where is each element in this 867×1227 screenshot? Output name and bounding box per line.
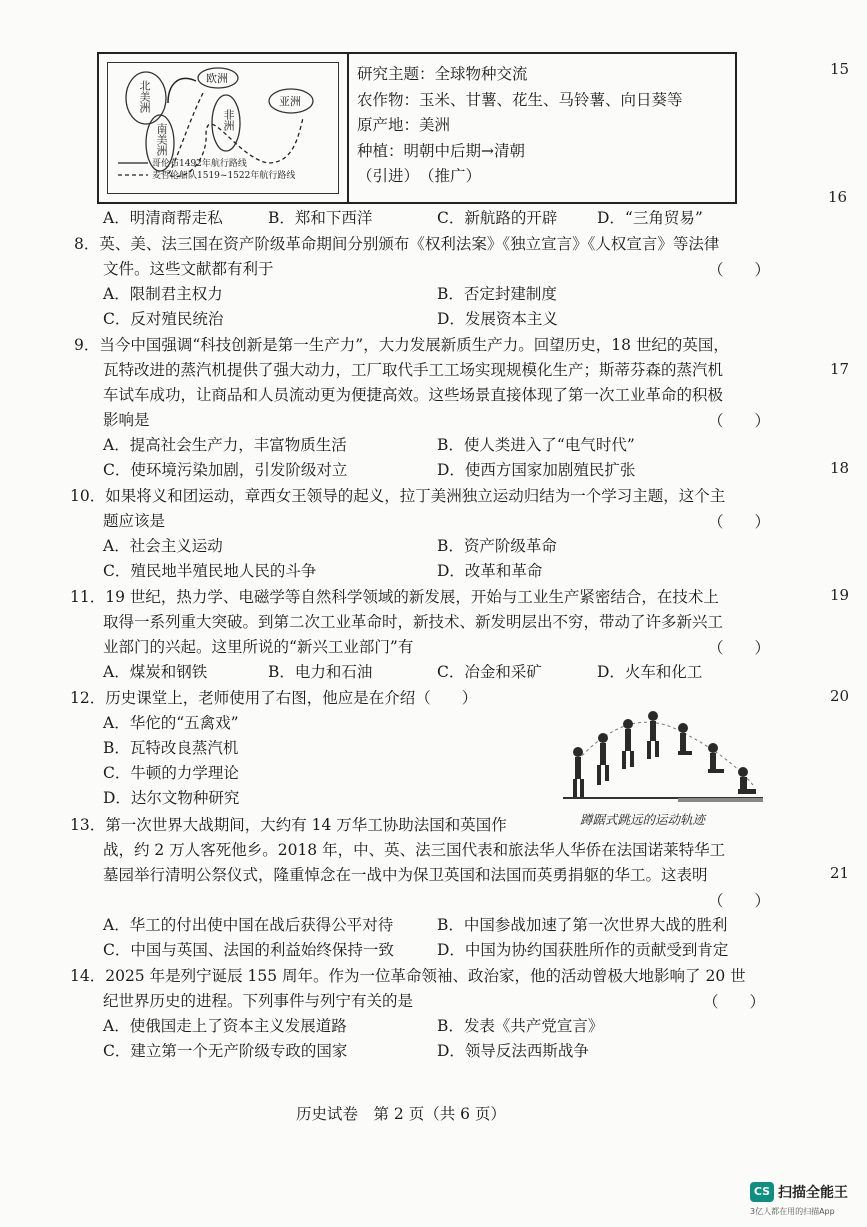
bracket-introduce: （引进） <box>357 167 412 185</box>
q10-option-c: C．殖民地半殖民地人民的斗争 <box>103 562 317 580</box>
q11-stem-line1: 11．19 世纪，热力学、电磁学等自然科学领域的新发展，开始与工业生产紧密结合，在技术上 <box>70 588 719 606</box>
research-origin: 原产地：美洲 <box>357 116 451 134</box>
q7-option-c: C．新航路的开辟 <box>437 209 558 227</box>
q8-answer-paren: （ ） <box>708 261 771 279</box>
q9-stem-line3: 车试车成功，让商品和人员流动更为便捷高效。这些场景直接体现了第一次工业革命的积极 <box>103 386 724 404</box>
logo-tagline: 3亿人都在用的扫描App <box>750 1207 835 1216</box>
q11-answer-paren: （ ） <box>708 639 771 657</box>
q7-option-d: D．“三角贸易” <box>597 209 703 227</box>
q14-option-a: A．使俄国走上了资本主义发展道路 <box>103 1017 347 1035</box>
q11-option-a: A．煤炭和钢铁 <box>103 663 208 681</box>
q7-option-a: A．明清商帮走私 <box>103 209 223 227</box>
q11-option-c: C．冶金和采矿 <box>437 663 542 681</box>
q10-option-a: A．社会主义运动 <box>103 537 223 555</box>
q11-stem-line3: 业部门的兴起。这里所说的“新兴工业部门”有 <box>103 638 414 656</box>
q12-option-c: C．牛顿的力学理论 <box>103 764 239 782</box>
q14-option-b: B．发表《共产党宣言》 <box>437 1017 604 1035</box>
label-europe: 欧洲 <box>206 72 228 85</box>
margin-number-20: 20 <box>830 687 850 705</box>
research-crops: 农作物：玉米、甘薯、花生、马铃薯、向日葵等 <box>357 90 683 109</box>
scanner-app-logo <box>750 1180 860 1220</box>
q9-stem-line4: 影响是 <box>103 411 150 429</box>
q8-stem-line1: 8．英、美、法三国在资产阶级革命期间分别颁布《权利法案》《独立宣言》《人权宣言》等法律 <box>74 235 720 253</box>
q10-stem-line1: 10．如果将义和团运动，章西女王领导的起义，拉丁美洲独立运动归结为一个学习主题，这个主 <box>70 487 726 505</box>
q9-answer-paren: （ ） <box>708 412 771 430</box>
sand-pit <box>678 798 763 802</box>
long-jump-caption: 蹲踞式跳远的运动轨迹 <box>580 812 706 827</box>
q8-option-d: D．发展资本主义 <box>437 310 558 328</box>
q10-stem-line2: 题应该是 <box>103 512 166 530</box>
q13-option-d: D．中国为协约国获胜所作的贡献受到肯定 <box>437 941 729 959</box>
q8-option-a: A．限制君主权力 <box>103 285 223 303</box>
logo-name: 扫描全能王 <box>778 1185 848 1201</box>
q13-stem-line2: 战，约 2 万人客死他乡。2018 年，中、英、法三国代表和旅法华人华侨在法国诺莱特华工 <box>103 841 726 859</box>
cs-logo-icon: CS <box>750 1182 774 1202</box>
research-planting: 种植：明朝中后期→清朝 <box>357 141 525 160</box>
q9-option-c: C．使环境污染加剧，引发阶级对立 <box>103 461 348 479</box>
q13-option-c: C．中国与英国、法国的利益始终保持一致 <box>103 941 394 959</box>
figure-box <box>97 52 737 204</box>
q9-stem-line2: 瓦特改进的蒸汽机提供了强大动力，工厂取代手工工场实现规模化生产；斯蒂芬森的蒸汽机 <box>103 361 724 379</box>
q13-stem-line3: 墓园举行清明公祭仪式，隆重悼念在一战中为保卫英国和法国而英勇捐躯的华工。这表明 <box>103 866 708 884</box>
page-footer: 历史试卷 第 2 页（共 6 页） <box>296 1105 506 1123</box>
margin-number-16: 16 <box>828 188 848 206</box>
q12-option-a: A．华佗的“五禽戏” <box>103 714 239 732</box>
label-north-america: 北美洲 <box>138 80 151 113</box>
q7-option-b: B．郑和下西洋 <box>268 209 373 227</box>
q9-option-d: D．使西方国家加剧殖民扩张 <box>437 461 636 479</box>
long-jump-image <box>558 700 768 805</box>
label-south-america: 南美洲 <box>155 123 168 156</box>
q12-option-d: D．达尔文物种研究 <box>103 789 240 807</box>
label-africa: 非洲 <box>222 109 235 131</box>
legend-magellan: 麦哲伦船队1519~1522年航行路线 <box>152 171 296 181</box>
legend-columbus: 哥伦布1492年航行路线 <box>152 159 247 169</box>
q9-stem-line1: 9．当今中国强调“科技创新是第一生产力”，大力发展新质生产力。回望历史，18 世纪的英国， <box>74 336 729 354</box>
q13-option-a: A．华工的付出使中国在战后获得公平对待 <box>103 916 394 934</box>
bracket-promote: （推广） <box>426 167 482 185</box>
q9-option-b: B．使人类进入了“电气时代” <box>437 436 635 454</box>
q11-stem-line2: 取得一系列重大突破。到第二次工业革命时，新技术、新发明层出不穷，带动了许多新兴工 <box>103 613 724 631</box>
q12-stem: 12．历史课堂上，老师使用了右图，他应是在介绍（ ） <box>70 689 478 707</box>
q10-answer-paren: （ ） <box>708 513 771 531</box>
q14-answer-paren: （ ） <box>703 993 766 1011</box>
q14-stem-line2: 纪世界历史的进程。下列事件与列宁有关的是 <box>103 992 414 1010</box>
q13-option-b: B．中国参战加速了第一次世界大战的胜利 <box>437 916 728 934</box>
q10-option-d: D．改革和革命 <box>437 562 543 580</box>
research-brackets <box>357 164 683 190</box>
margin-number-15: 15 <box>830 60 850 78</box>
q13-stem-line1: 13．第一次世界大战期间，大约有 14 万华工协助法国和英国作 <box>70 816 507 834</box>
q9-option-a: A．提高社会生产力，丰富物质生活 <box>103 436 347 454</box>
route-map-panel <box>99 54 349 202</box>
margin-number-19: 19 <box>830 586 850 604</box>
q8-option-c: C．反对殖民统治 <box>103 310 224 328</box>
columbus-route-line <box>168 78 196 103</box>
q8-stem-line2: 文件。这些文献都有利于 <box>103 260 274 278</box>
route-map <box>107 62 339 194</box>
q13-answer-paren: （ ） <box>708 892 771 910</box>
research-info <box>357 62 683 190</box>
q11-option-d: D．火车和化工 <box>597 663 703 681</box>
jumper-figures <box>573 711 756 797</box>
q12-option-b: B．瓦特改良蒸汽机 <box>103 739 239 757</box>
margin-number-18: 18 <box>830 459 850 477</box>
q10-option-b: B．资产阶级革命 <box>437 537 557 555</box>
q11-option-b: B．电力和石油 <box>268 663 373 681</box>
research-theme: 研究主题：全球物种交流 <box>357 65 528 83</box>
margin-number-21: 21 <box>830 864 850 882</box>
label-asia: 亚洲 <box>279 95 301 108</box>
q8-option-b: B．否定封建制度 <box>437 285 557 303</box>
margin-number-17: 17 <box>830 360 850 378</box>
q14-option-c: C．建立第一个无产阶级专政的国家 <box>103 1042 348 1060</box>
q14-option-d: D．领导反法西斯战争 <box>437 1042 589 1060</box>
q14-stem-line1: 14．2025 年是列宁诞辰 155 周年。作为一位革命领袖、政治家，他的活动曾极大地影响了 20 世 <box>70 967 746 985</box>
long-jump-drawing <box>558 700 768 805</box>
